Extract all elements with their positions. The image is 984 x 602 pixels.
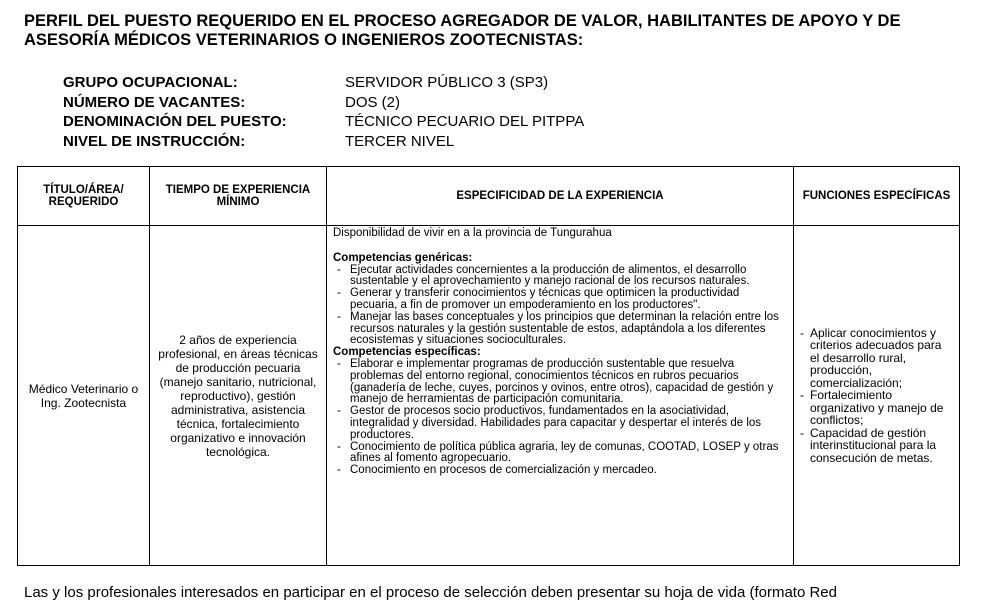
list-item: - Aplicar conocimientos y criterios adecuados para el desarrollo rural, producción, comercialización; — [800, 327, 953, 390]
info-row-denominacion — [63, 112, 584, 132]
list-item: - Ejecutar actividades concernientes a la producción de alimentos, el desarrollo sustentable y el aprovechamiento y manejo racional de los recursos naturales. — [333, 265, 787, 289]
info-label: GRUPO OCUPACIONAL: — [63, 74, 238, 91]
list-item: - Capacidad de gestión interinstitucional para la consecución de metas. — [800, 427, 953, 465]
info-row-vacantes — [63, 93, 584, 113]
list-item: - Fortalecimiento organizativo y manejo de conflictos; — [800, 389, 953, 427]
availability-note: Disponibilidad de vivir en a la provincia de Tungurahua — [333, 227, 612, 239]
header-funciones: FUNCIONES ESPECÍFICAS — [794, 167, 960, 226]
specific-competencies-heading: Competencias específicas: — [333, 346, 481, 359]
generic-competencies-heading: Competencias genéricas: — [333, 251, 473, 264]
functions-list — [800, 327, 953, 465]
info-label: DENOMINACIÓN DEL PUESTO: — [63, 113, 287, 130]
info-value: DOS (2) — [345, 93, 401, 111]
cell-titulo: Médico Veterinario o Ing. Zootecnista — [18, 226, 150, 566]
cell-funciones — [794, 226, 960, 566]
header-especificidad: ESPECIFICIDAD DE LA EXPERIENCIA — [327, 167, 794, 226]
footer-paragraph: Las y los profesionales interesados en participar en el proceso de selección deben presentar su hoja de vida (formato Red — [24, 584, 837, 601]
document-title: PERFIL DEL PUESTO REQUERIDO EN EL PROCESO AGREGADOR DE VALOR, HABILITANTES DE APOYO Y DE ASESORÍA MÉDICOS VETERINARIOS O INGENIEROS ZOOTECNISTAS: — [24, 12, 901, 49]
specific-competencies-list — [333, 359, 787, 477]
info-label: NIVEL DE INSTRUCCIÓN: — [63, 132, 246, 150]
position-info — [63, 73, 584, 151]
list-item: - Manejar las bases conceptuales y los principios que determinan la relación entre los recursos naturales y la gestión sustentable de estos, adaptándola a los diferentes ecosistemas y situaciones socioculturales. — [333, 312, 787, 347]
cell-tiempo: 2 años de experiencia profesional, en áreas técnicas de producción pecuaria (manejo sanitario, nutricional, reproductivo), gestión administrativa, asistencia técnica, fortalecimiento organizativo e innovación tecnológica. — [150, 226, 327, 566]
list-item: - Elaborar e implementar programas de producción sustentable que resuelva problemas del entorno regional, conocimientos técnicos en rubros pecuarios (ganadería de leche, cuyes, porcinos y ovinos, entre otros), capacidad de gestión y manejo de herramientas de participación comunitaria. — [333, 359, 787, 406]
info-value: TERCER NIVEL — [345, 132, 455, 150]
info-value: SERVIDOR PÚBLICO 3 (SP3) — [345, 74, 549, 91]
list-item: - Conocimiento en procesos de comercialización y mercadeo. — [333, 465, 787, 477]
list-item: - Generar y transferir conocimientos y técnicas que optimicen la productividad pecuaria, a fin de promover un empoderamiento en los productores". — [333, 288, 787, 312]
info-value: TÉCNICO PECUARIO DEL PITPPA — [345, 113, 585, 130]
list-item: - Conocimiento de política pública agraria, ley de comunas, COOTAD, LOSEP y otras afines al fomento agropecuario. — [333, 442, 787, 466]
table-row — [18, 226, 960, 566]
header-titulo: TÍTULO/ÁREA/ REQUERIDO — [18, 167, 150, 226]
generic-competencies-list — [333, 265, 787, 348]
list-item: - Gestor de procesos socio productivos, fundamentados en la asociatividad, integralidad y diversidad. Habilidades para capacitar y despertar el interés de los productores. — [333, 406, 787, 441]
table-header-row — [18, 167, 960, 226]
cell-especificidad — [327, 226, 794, 566]
header-tiempo: TIEMPO DE EXPERIENCIA MÍNIMO — [150, 167, 327, 226]
info-row-grupo — [63, 73, 584, 93]
info-row-nivel — [63, 132, 584, 152]
profile-table — [17, 166, 960, 566]
info-label: NÚMERO DE VACANTES: — [63, 93, 246, 111]
